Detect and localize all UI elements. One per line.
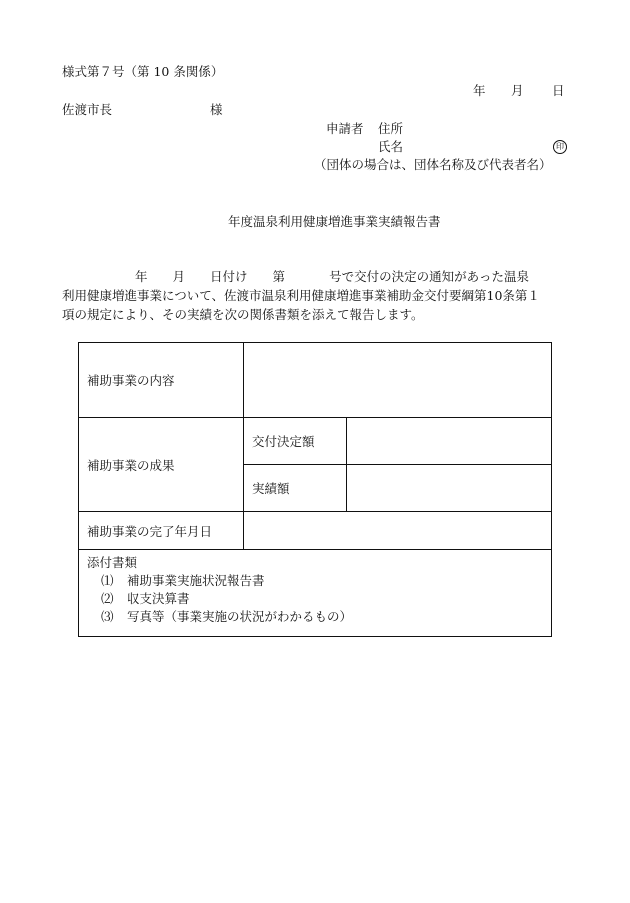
attachments-cell: [79, 550, 552, 637]
attachment-number: ⑶: [101, 609, 114, 624]
completion-date-value-cell: [244, 512, 552, 550]
report-body: [62, 267, 572, 324]
attachment-item: [87, 590, 543, 608]
date-day-label: 日: [552, 83, 565, 98]
report-title: 年度温泉利用健康増進事業実績報告書: [228, 214, 441, 229]
decided-amount-value-cell: [347, 418, 552, 465]
date-month-label: 月: [511, 83, 524, 98]
body-dated: 日付け: [210, 269, 248, 284]
actual-amount-value-cell: [347, 465, 552, 512]
body-line-1: [62, 267, 572, 286]
date-year-label: 年: [473, 83, 486, 98]
attachment-item: [87, 572, 543, 590]
content-label-cell: 補助事業の内容: [79, 343, 244, 418]
seal-mark: 印: [553, 140, 567, 154]
attachment-number: ⑵: [101, 591, 114, 606]
table-row: [79, 418, 552, 465]
decided-amount-label-cell: 交付決定額: [244, 418, 347, 465]
group-note: （団体の場合は、団体名称及び代表者名）: [314, 157, 552, 172]
actual-amount-label-cell: 実績額: [244, 465, 347, 512]
attachment-text: 写真等（事業実施の状況がわかるもの）: [127, 609, 353, 624]
attachment-number: ⑴: [101, 573, 114, 588]
attachment-item: [87, 608, 543, 626]
applicant-address-label: 住所: [378, 121, 404, 136]
attachments-label: 添付書類: [87, 555, 138, 570]
report-table: [78, 342, 552, 637]
attachment-text: 収支決算書: [127, 591, 190, 606]
body-line-1-rest: 号で交付の決定の通知があった温泉: [329, 269, 529, 284]
body-year: 年: [135, 269, 148, 284]
table-row: [79, 512, 552, 550]
addressee-name: 佐渡市長: [62, 102, 113, 117]
form-label: 様式第７号（第 10 条関係）: [62, 64, 224, 79]
completion-date-label-cell: 補助事業の完了年月日: [79, 512, 244, 550]
result-label-cell: 補助事業の成果: [79, 418, 244, 512]
table-row: [79, 343, 552, 418]
table-row: [79, 550, 552, 637]
attachment-text: 補助事業実施状況報告書: [127, 573, 265, 588]
applicant-name-label: 氏名: [378, 139, 404, 154]
applicant-label: 申請者: [326, 121, 364, 136]
body-line-3: 項の規定により、その実績を次の関係書類を添えて報告します。: [62, 307, 424, 322]
addressee-suffix: 様: [210, 102, 223, 117]
body-month: 月: [172, 269, 186, 284]
body-number-prefix: 第: [272, 269, 286, 284]
body-line-2: 利用健康増進事業について、佐渡市温泉利用健康増進事業補助金交付要綱第10条第１: [62, 288, 540, 303]
content-value-cell: [244, 343, 552, 418]
